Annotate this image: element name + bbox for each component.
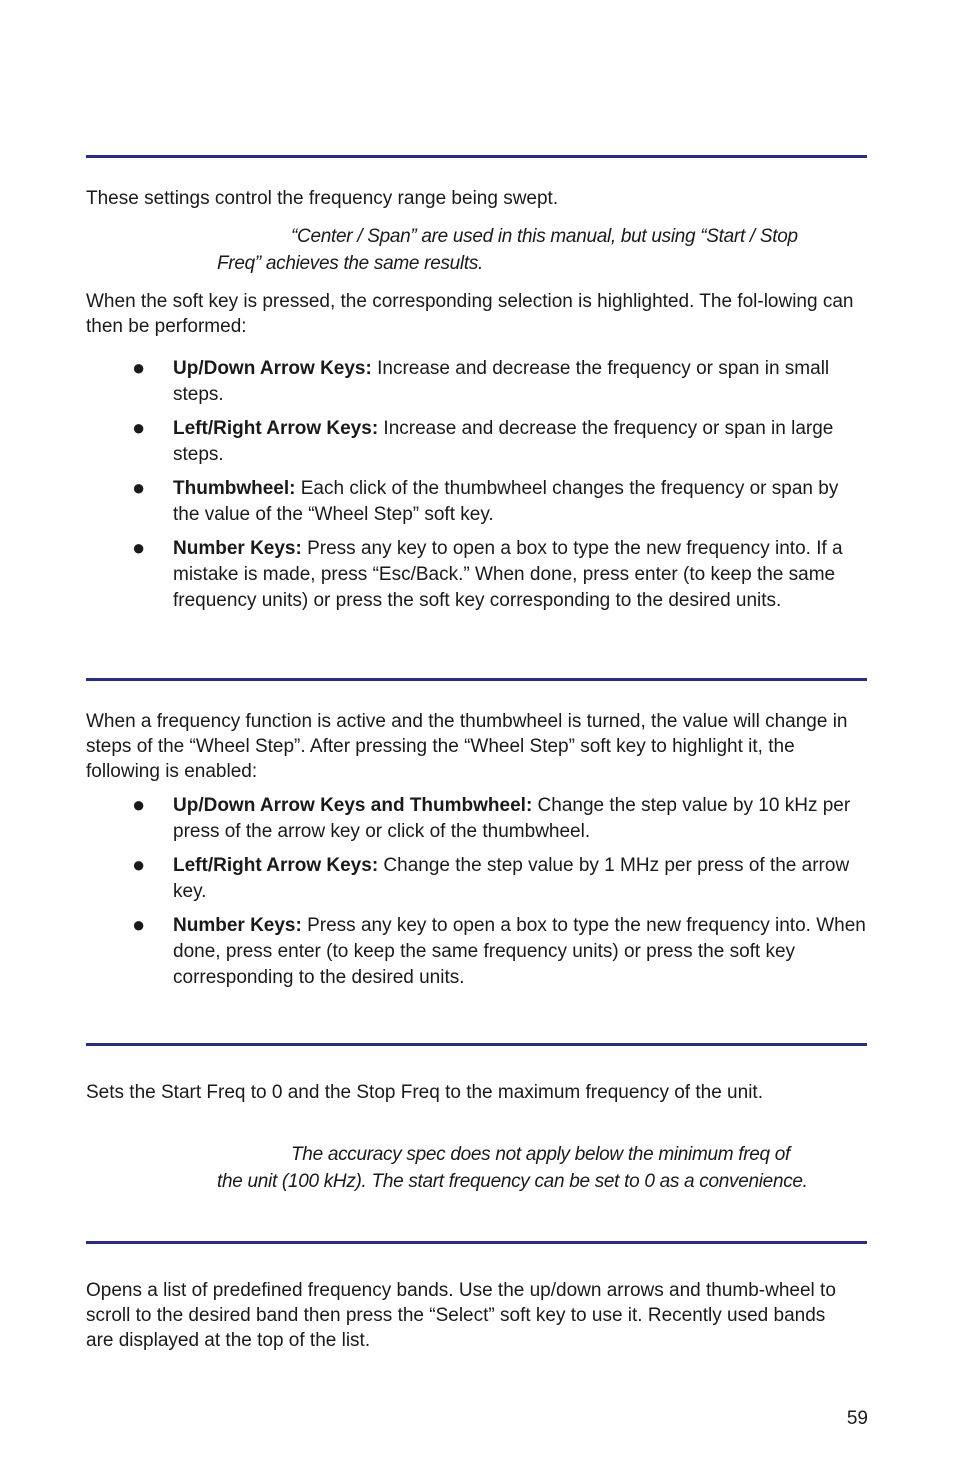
section3-intro: Sets the Start Freq to 0 and the Stop Freq to the maximum frequency of the unit. (86, 1082, 763, 1103)
section4-intro: Opens a list of predefined frequency bands. Use the up/down arrows and thumb-wheel to scroll to the desired band then press the “Select” soft key to use it. Recently used bands are displayed at the top of the list. (86, 1280, 836, 1351)
section3-note (217, 1141, 867, 1195)
section2-intro: When a frequency function is active and the thumbwheel is turned, the value will change in steps of the “Wheel Step”. After pressing the “Wheel Step” soft key to highlight it, the following is enabled: (86, 711, 848, 782)
bullet-icon: ● (132, 415, 146, 440)
bullet-term: Up/Down Arrow Keys: (173, 358, 372, 379)
list-item (86, 536, 867, 614)
section-divider-3 (86, 1043, 867, 1046)
bullet-icon: ● (132, 852, 146, 877)
bullet-icon: ● (132, 475, 146, 500)
section1-note-line2: Freq” achieves the same results. (217, 253, 484, 274)
bullet-term: Number Keys: (173, 915, 302, 936)
bullet-text: Increase and decrease the frequency or span in small steps. (173, 358, 830, 405)
bullet-icon: ● (132, 912, 146, 937)
section3-note-line1: The accuracy spec does not apply below the minimum freq of (291, 1144, 791, 1165)
bullet-text: Change the step value by 1 MHz per press of the arrow key. (173, 855, 850, 902)
list-item (86, 793, 867, 845)
bullet-text: Increase and decrease the frequency or span in large steps. (173, 418, 834, 465)
bullet-icon: ● (132, 792, 146, 817)
bullet-text: Change the step value by 10 kHz per press of the arrow key or click of the thumbwheel. (173, 795, 851, 842)
section1-lead-in: When the soft key is pressed, the corresponding selection is highlighted. The fol-lowing can then be performed: (86, 291, 854, 337)
list-item (86, 416, 867, 468)
page-number: 59 (846, 1408, 868, 1429)
bullet-icon: ● (132, 355, 146, 380)
list-item (86, 913, 867, 991)
section-divider-4 (86, 1241, 867, 1244)
list-item (86, 853, 867, 905)
section2-bullet-list (86, 793, 867, 991)
list-item (86, 356, 867, 408)
bullet-term: Thumbwheel: (173, 478, 296, 499)
bullet-term: Left/Right Arrow Keys: (173, 418, 379, 439)
bullet-text: Each click of the thumbwheel changes the frequency or span by the value of the “Wheel Step” soft key. (173, 478, 839, 525)
bullet-text: Press any key to open a box to type the new frequency into. When done, press enter (to keep the same frequency units) or press the soft key corresponding to the desired units. (173, 915, 866, 988)
section-divider-1 (86, 155, 867, 158)
section1-intro: These settings control the frequency range being swept. (86, 188, 559, 209)
section3-note-line2: the unit (100 kHz). The start frequency can be set to 0 as a convenience. (217, 1171, 808, 1192)
bullet-term: Number Keys: (173, 538, 302, 559)
section1-note-line1: “Center / Span” are used in this manual, but using “Start / Stop (291, 226, 798, 247)
bullet-text: Press any key to open a box to type the new frequency into. If a mistake is made, press “Esc/Back.” When done, press enter (to keep the same frequency units) or press the soft key corresponding to the desired units. (173, 538, 843, 611)
section1-bullet-list (86, 356, 867, 614)
section-divider-2 (86, 678, 867, 681)
bullet-term: Left/Right Arrow Keys: (173, 855, 379, 876)
list-item (86, 476, 867, 528)
bullet-icon: ● (132, 535, 146, 560)
bullet-term: Up/Down Arrow Keys and Thumbwheel: (173, 795, 533, 816)
section1-note (217, 223, 867, 277)
